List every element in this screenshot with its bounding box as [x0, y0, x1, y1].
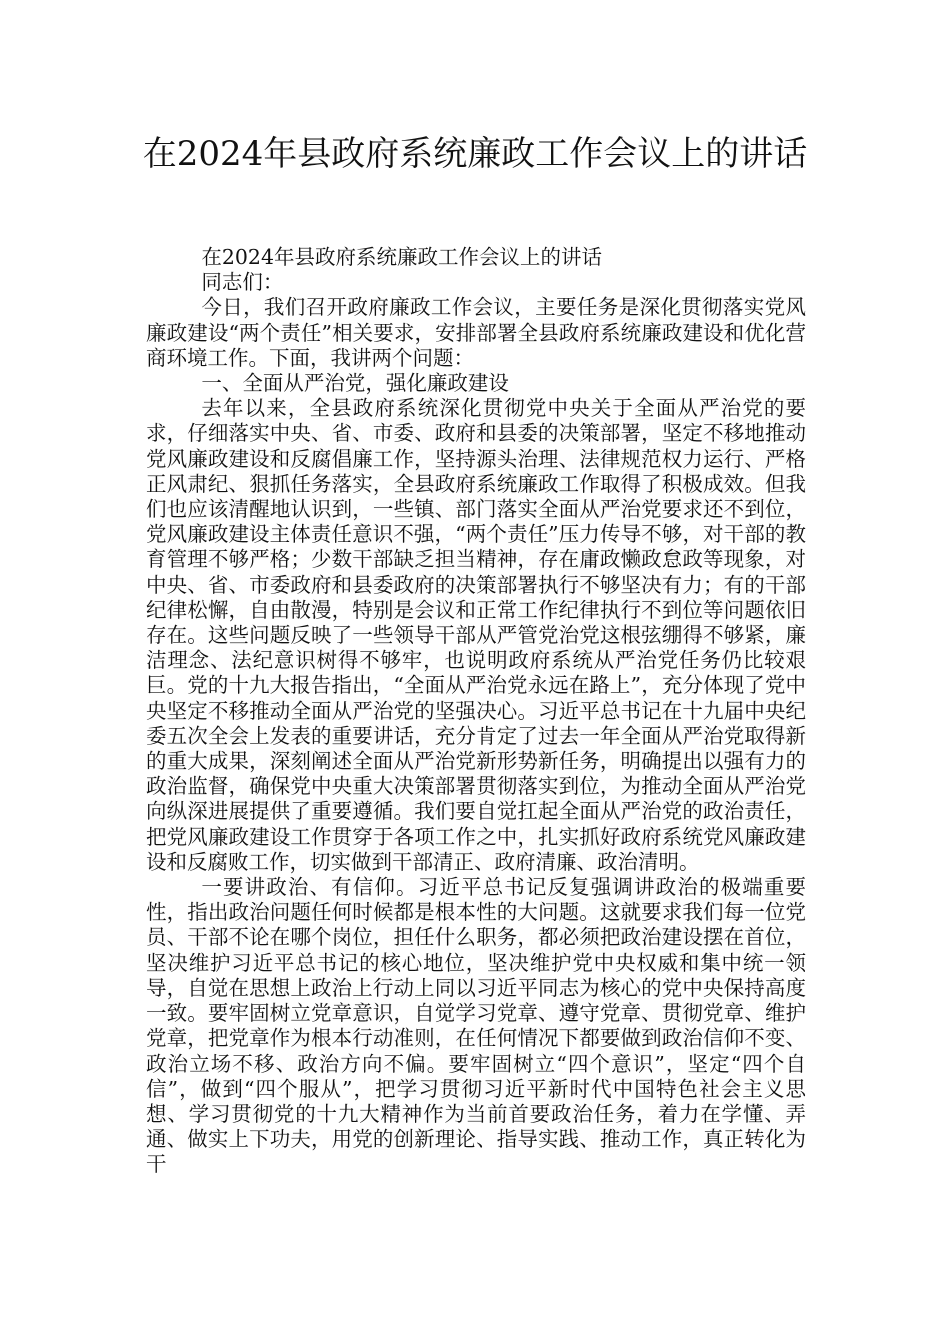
- document-body: [146, 245, 806, 1178]
- salutation: 同志们：: [201, 270, 284, 295]
- paragraph-body-2: 一要讲政治、有信仰。习近平总书记反复强调讲政治的极端重要性，指出政治问题任何时候都是根本性的大问题。这就要求我们每一位党员、干部不论在哪个岗位，担任什么职务，都必须把政治建设摆在首位，坚决维护习近平总书记的核心地位，坚决维护党中央权威和集中统一领导，自觉在思想上政治上行动上同以习近平同志为核心的党中央保持高度一致。要牢固树立党章意识，自觉学习党章、遵守党章、贯彻党章、维护党章，把党章作为根本行动准则，在任何情况下都要做到政治信仰不变、政治立场不移、政治方向不偏。要牢固树立“四个意识”，坚定“四个自信”，做到“四个服从”，把学习贯彻习近平新时代中国特色社会主义思想、学习贯彻党的十九大精神作为当前首要政治任务，着力在学懂、弄通、做实上下功夫，用党的创新理论、指导实践、推动工作，真正转化为干: [146, 875, 806, 1177]
- subtitle-line: 在2024年县政府系统廉政工作会议上的讲话: [201, 245, 603, 269]
- section-heading: 一、全面从严治党，强化廉政建设: [201, 371, 509, 396]
- document-title: 在2024年县政府系统廉政工作会议上的讲话: [142, 134, 808, 174]
- paragraph-intro: 今日，我们召开政府廉政工作会议，主要任务是深化贯彻落实党风廉政建设“两个责任”相关要求，安排部署全县政府系统廉政建设和优化营商环境工作。下面，我讲两个问题：: [146, 295, 806, 370]
- paragraph-body-1: 去年以来，全县政府系统深化贯彻党中央关于全面从严治党的要求，仔细落实中央、省、市委、政府和县委的决策部署，坚定不移地推动党风廉政建设和反腐倡廉工作，坚持源头治理、法律规范权力运行、严格正风肃纪、狠抓任务落实，全县政府系统廉政工作取得了积极成效。但我们也应该清醒地认识到，一些镇、部门落实全面从严治党要求还不到位，党风廉政建设主体责任意识不强，“两个责任”压力传导不够，对干部的教育管理不够严格；少数干部缺乏担当精神，存在庸政懒政怠政等现象，对中央、省、市委政府和县委政府的决策部署执行不够坚决有力；有的干部纪律松懈，自由散漫，特别是会议和正常工作纪律执行不到位等问题依旧存在。这些问题反映了一些领导干部从严管党治党这根弦绷得不够紧，廉洁理念、法纪意识树得不够牢，也说明政府系统从严治党任务仍比较艰巨。党的十九大报告指出，“全面从严治党永远在路上”，充分体现了党中央坚定不移推动全面从严治党的坚强决心。习近平总书记在十九届中央纪委五次全会上发表的重要讲话，充分肯定了过去一年全面从严治党取得新的重大成果，深刻阐述全面从严治党新形势新任务，明确提出以强有力的政治监督，确保党中央重大决策部署贯彻落实到位，为推动全面从严治党向纵深进展提供了重要遵循。我们要自觉扛起全面从严治党的政治责任，把党风廉政建设工作贯穿于各项工作之中，扎实抓好政府系统党风廉政建设和反腐败工作，切实做到干部清正、政府清廉、政治清明。: [146, 396, 806, 874]
